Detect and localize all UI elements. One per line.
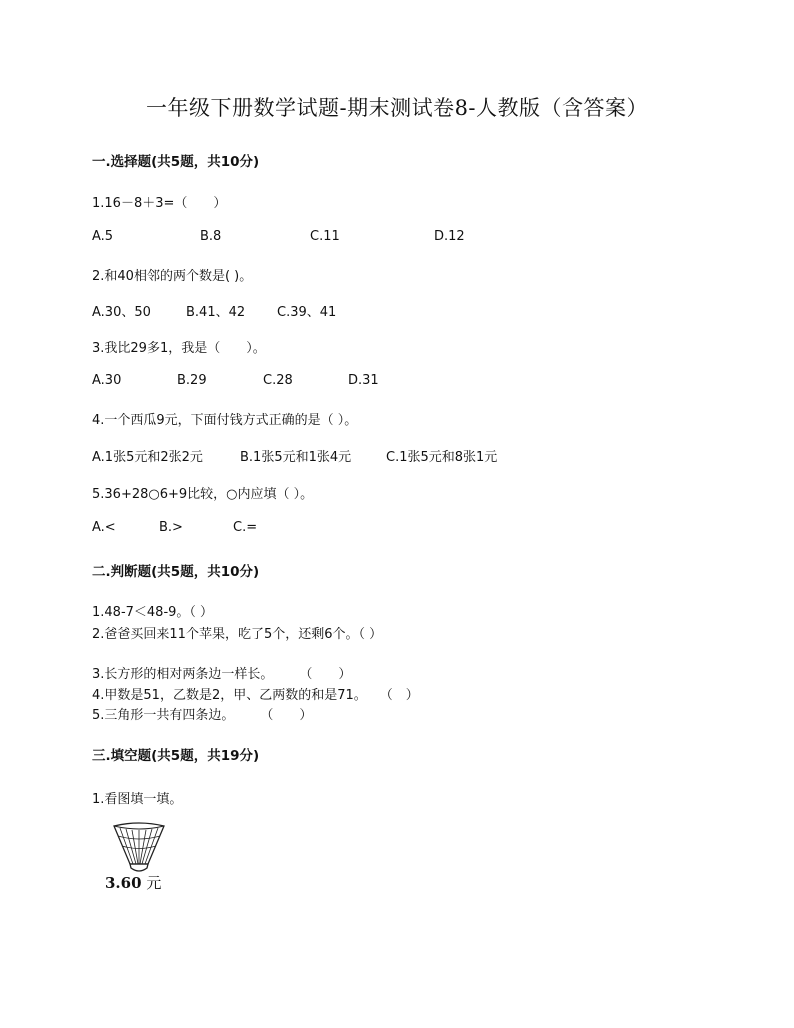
section-heading-choice: 一.选择题(共5题，共10分) <box>92 154 260 170</box>
option-b: B.> <box>159 520 183 535</box>
option-a: A.30 <box>92 373 122 388</box>
question-choice-3: 3.我比29多1，我是（ ）。 <box>92 341 266 356</box>
section-heading-fill: 三.填空题(共5题，共19分) <box>92 748 260 764</box>
section-heading-judge: 二.判断题(共5题，共10分) <box>92 564 260 580</box>
option-a: A.1张5元和2张2元 <box>92 450 203 465</box>
question-choice-4: 4.一个西瓜9元，下面付钱方式正确的是（ ）。 <box>92 413 358 428</box>
question-judge-4: 4.甲数是51，乙数是2，甲、乙两数的和是71。 （ ） <box>92 688 419 703</box>
option-c: C.1张5元和8张1元 <box>386 450 498 465</box>
option-b: B.29 <box>177 373 207 388</box>
question-judge-5: 5.三角形一共有四条边。 （ ） <box>92 708 313 723</box>
question-judge-1: 1.48-7＜48-9。（ ） <box>92 605 214 620</box>
question-fill-1: 1.看图填一填。 <box>92 792 183 807</box>
option-a: A.30、50 <box>92 305 151 320</box>
option-b: B.1张5元和1张4元 <box>240 450 352 465</box>
price-label <box>105 872 161 893</box>
question-judge-2: 2.爸爸买回来11个苹果，吃了5个，还剩6个。（ ） <box>92 627 383 642</box>
page-title: 一年级下册数学试题-期末测试卷8-人教版（含答案） <box>145 96 649 120</box>
option-b: B.41、42 <box>186 305 246 320</box>
question-choice-1: 1.16－8＋3=（ ） <box>92 196 227 211</box>
price-unit: 元 <box>146 874 162 892</box>
option-b: B.8 <box>200 229 222 244</box>
price-value: 3.60 <box>105 874 142 892</box>
question-judge-3: 3.长方形的相对两条边一样长。 （ ） <box>92 667 352 682</box>
question-choice-5: 5.36+28○6+9比较，○内应填（ ）。 <box>92 487 314 502</box>
question-choice-2: 2.和40相邻的两个数是( )。 <box>92 269 253 284</box>
option-a: A.< <box>92 520 116 535</box>
option-c: C.11 <box>310 229 340 244</box>
option-c: C.28 <box>263 373 293 388</box>
option-d: D.31 <box>348 373 379 388</box>
option-d: D.12 <box>434 229 465 244</box>
option-a: A.5 <box>92 229 114 244</box>
option-c: C.= <box>233 520 258 535</box>
option-c: C.39、41 <box>277 305 337 320</box>
